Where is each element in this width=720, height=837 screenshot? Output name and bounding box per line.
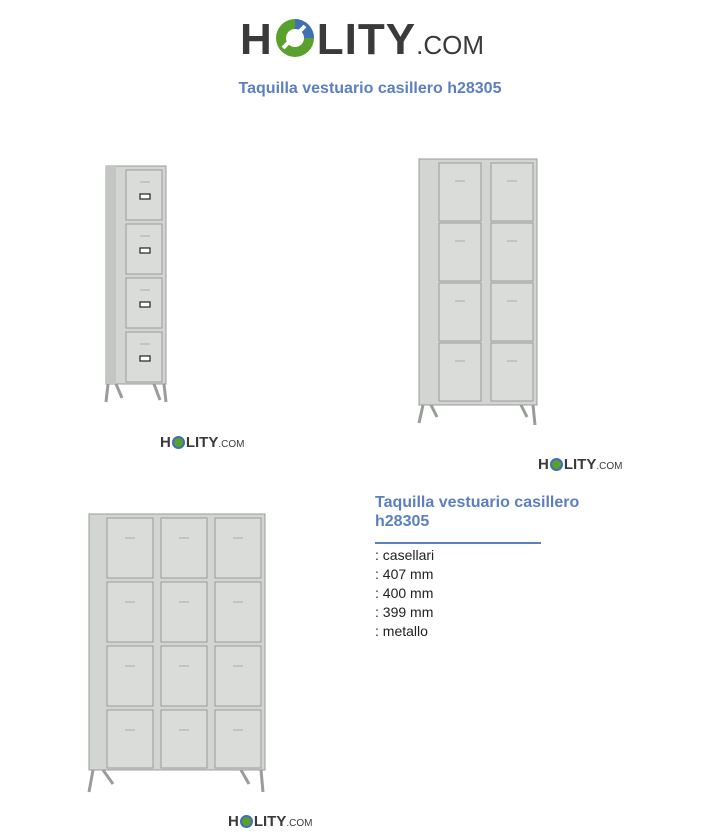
locker-two-column-image bbox=[415, 155, 545, 435]
logo-o-icon bbox=[172, 436, 185, 449]
logo-o-icon bbox=[275, 18, 315, 58]
spec-list bbox=[375, 546, 434, 641]
spec-item: : casellari bbox=[375, 547, 435, 563]
locker-three-column-image bbox=[85, 510, 270, 805]
page-title: Taquilla vestuario casillero h28305 bbox=[238, 80, 502, 97]
logo-o-icon bbox=[240, 815, 253, 828]
spec-item: : 400 mm bbox=[375, 585, 434, 601]
spec-item: : 399 mm bbox=[375, 604, 434, 620]
image-logo-3: H LITY .COM bbox=[228, 813, 313, 830]
image-logo-1: H LITY .COM bbox=[160, 434, 245, 451]
product-name: Taquilla vestuario casillero h28305 bbox=[375, 494, 580, 530]
divider bbox=[375, 542, 541, 544]
logo-o-icon bbox=[550, 458, 563, 471]
holity-logo[interactable]: H LITY .COM bbox=[240, 15, 484, 64]
spec-item: : 407 mm bbox=[375, 566, 434, 582]
image-logo-2: H LITY .COM bbox=[538, 456, 623, 473]
spec-item: : metallo bbox=[375, 623, 428, 639]
locker-single-column-image bbox=[100, 160, 180, 410]
